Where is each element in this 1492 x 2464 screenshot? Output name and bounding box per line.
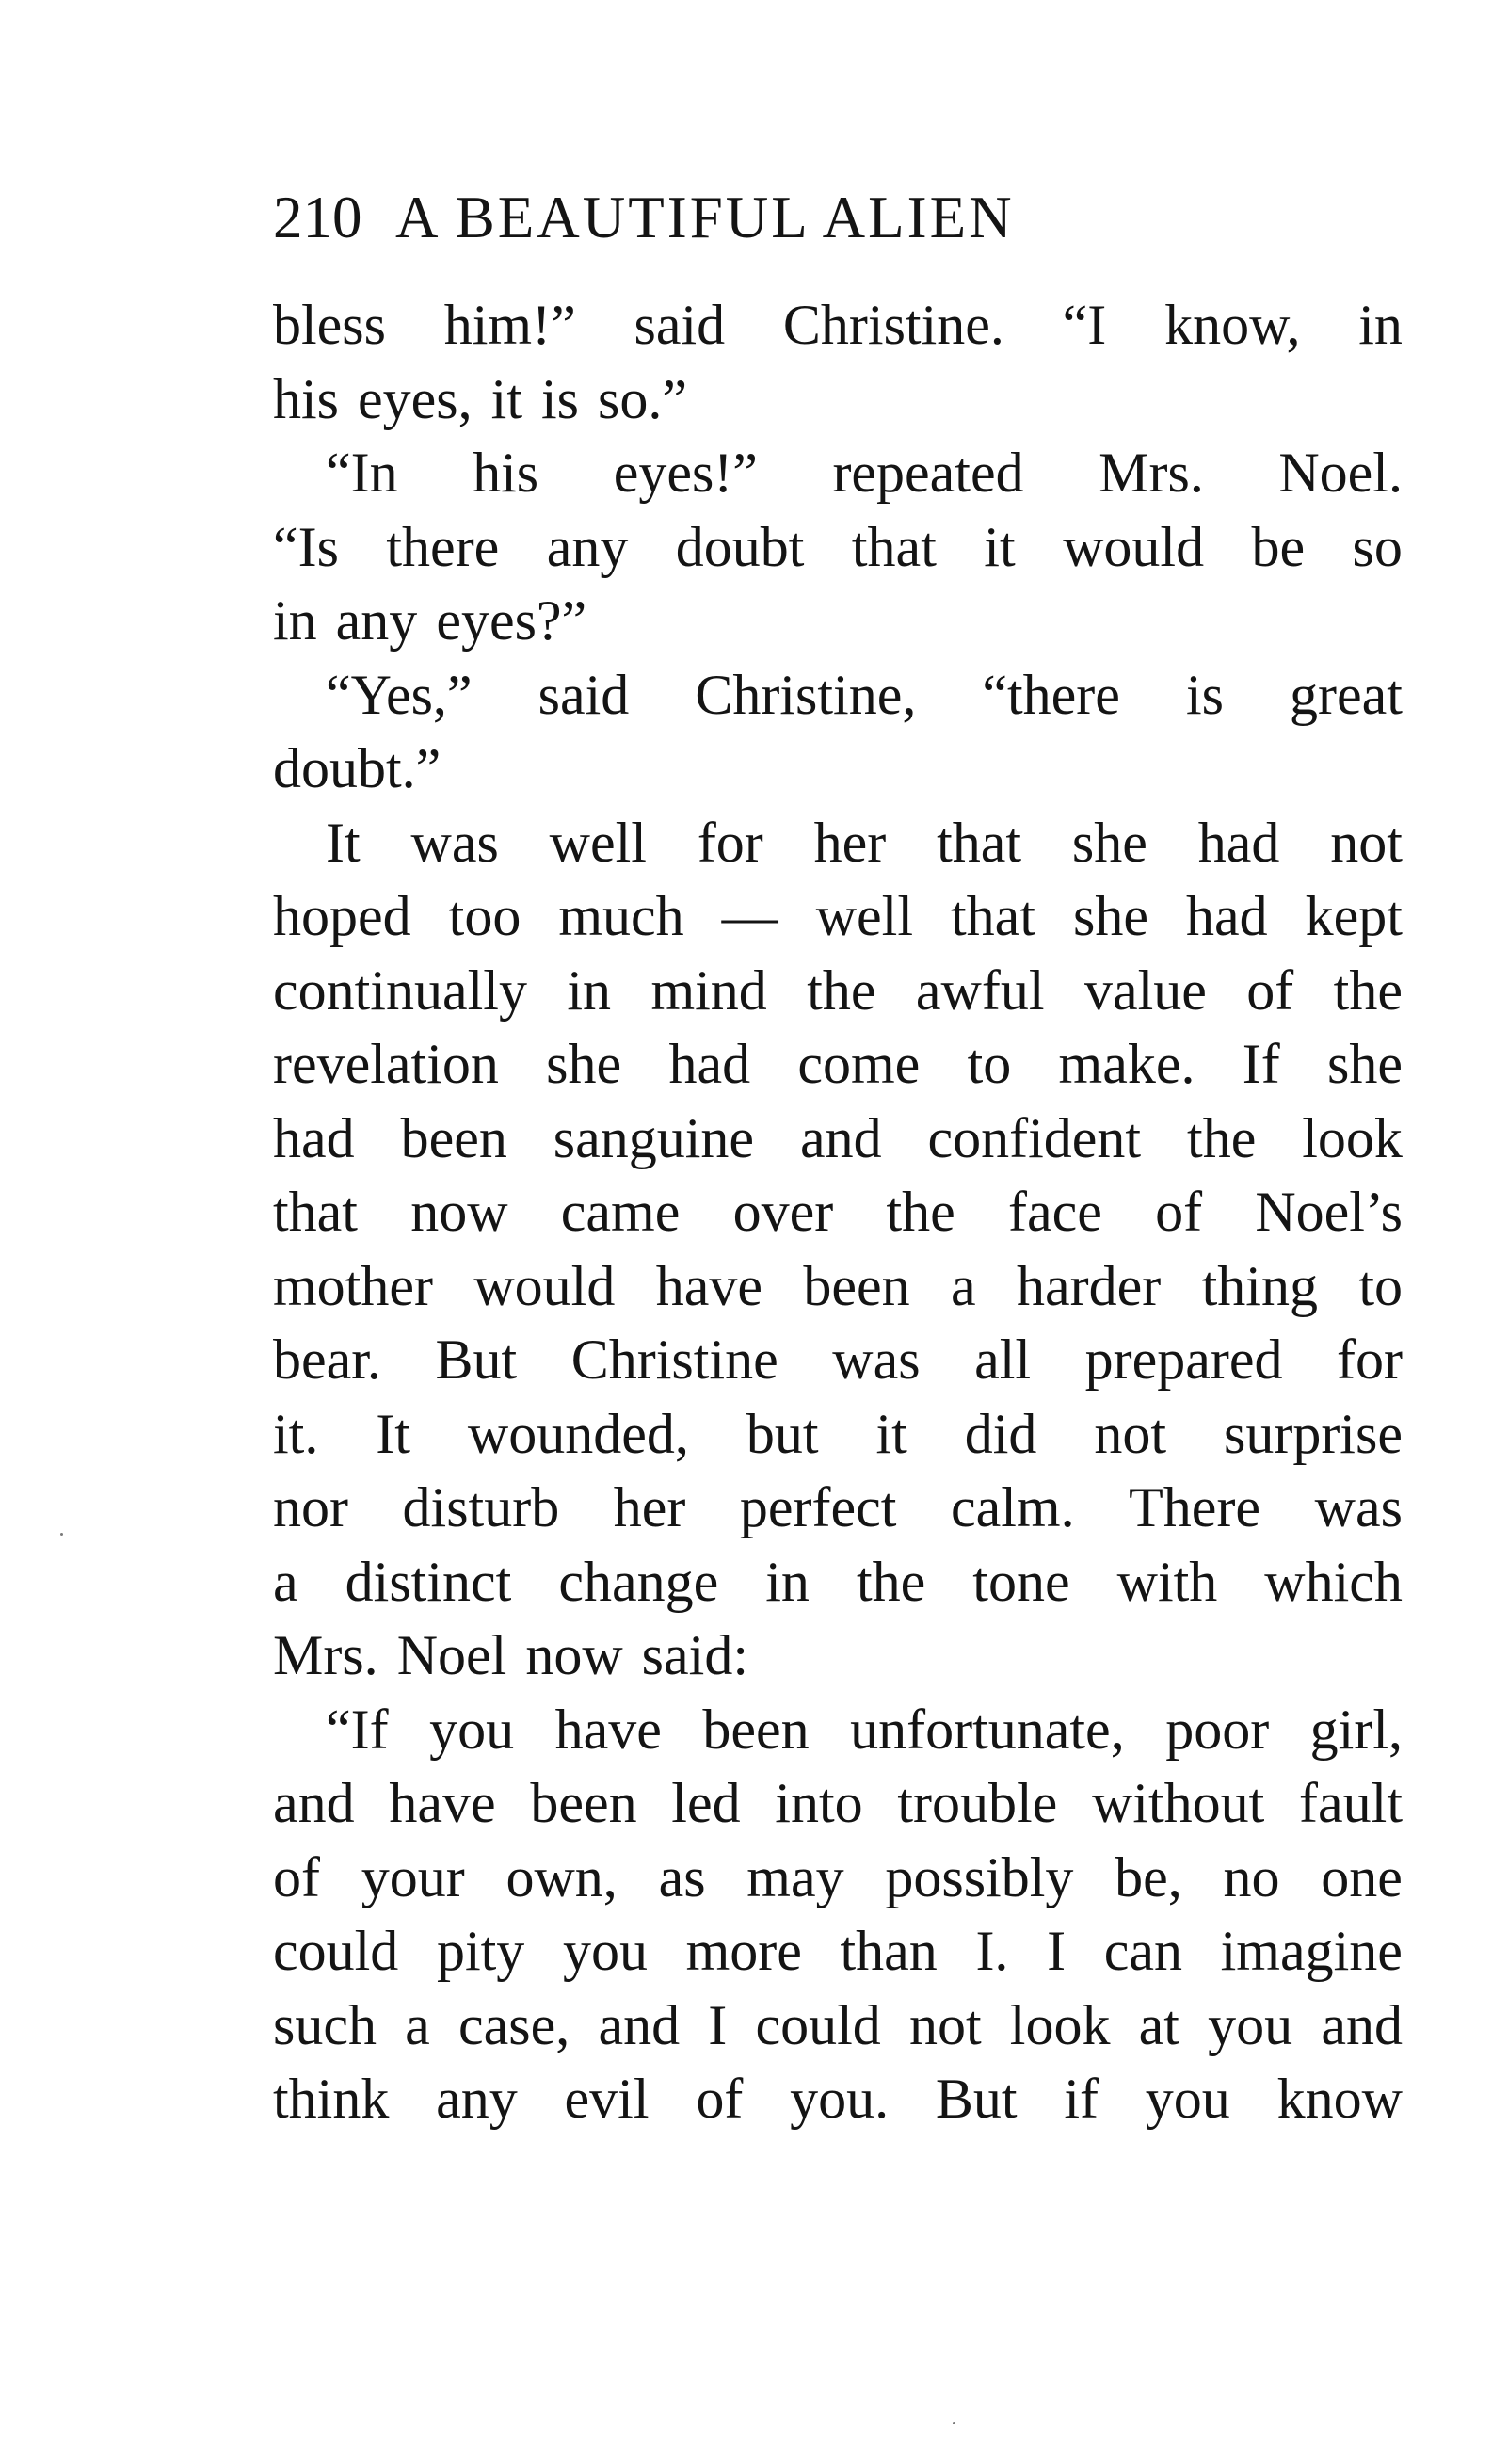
word: know,	[1164, 294, 1301, 356]
word: so.”	[598, 367, 688, 430]
paper-speck	[60, 1533, 63, 1536]
word: had	[668, 1033, 751, 1095]
word: tone	[972, 1550, 1070, 1613]
word: kept	[1305, 885, 1403, 947]
word: confident	[927, 1106, 1142, 1169]
word: of	[1155, 1181, 1203, 1243]
word: eyes,	[358, 367, 473, 430]
word: there	[386, 515, 500, 578]
word: you	[562, 1920, 648, 1982]
word: Christine.	[782, 294, 1004, 356]
word: been	[530, 1772, 637, 1834]
text-line	[273, 510, 1403, 585]
word: eyes!”	[613, 442, 758, 504]
word: Christine,	[695, 663, 917, 726]
word: eyes?”	[436, 589, 587, 652]
word: been	[702, 1698, 810, 1761]
word: the	[886, 1181, 955, 1243]
word: and	[1321, 1993, 1403, 2056]
word: look	[1009, 1993, 1111, 2056]
word: the	[856, 1550, 926, 1613]
word: that	[273, 1181, 358, 1243]
word: him!”	[443, 294, 576, 356]
word: much	[558, 885, 684, 947]
word: his	[473, 442, 539, 504]
word: would	[1063, 515, 1205, 578]
word: said	[634, 294, 726, 356]
text-line	[273, 954, 1403, 1028]
word: without	[1092, 1772, 1265, 1834]
word: “Yes,”	[326, 663, 473, 726]
word: but	[746, 1402, 819, 1465]
word: been	[803, 1254, 910, 1317]
word: thing	[1201, 1254, 1318, 1317]
word: to	[967, 1033, 1012, 1095]
word: now	[525, 1624, 623, 1686]
word: the	[1333, 958, 1403, 1022]
text-line	[273, 2062, 1403, 2136]
text-line	[273, 1545, 1403, 1619]
word: had	[273, 1106, 355, 1169]
word: could	[755, 1993, 881, 2056]
word: can	[1103, 1920, 1182, 1982]
word: doubt.”	[273, 737, 441, 799]
word: is	[1185, 663, 1224, 726]
word: Noel	[396, 1624, 507, 1686]
word: bear.	[273, 1329, 381, 1391]
word: you	[1208, 1993, 1293, 2056]
word: trouble	[897, 1772, 1058, 1834]
word: think	[273, 2068, 390, 2130]
word: a	[405, 1993, 430, 2056]
word: and	[799, 1106, 882, 1169]
word: “there	[982, 663, 1120, 726]
word: at	[1138, 1993, 1179, 2056]
word: well	[815, 885, 913, 947]
word: Noel.	[1278, 442, 1403, 504]
text-line	[273, 1027, 1403, 1102]
text-line	[273, 806, 1403, 880]
text-line	[273, 1102, 1403, 1176]
word: a	[950, 1254, 976, 1317]
word: you	[1145, 2068, 1230, 2130]
text-line	[273, 1619, 1403, 1693]
word: for	[697, 811, 763, 874]
word: which	[1264, 1550, 1403, 1613]
word: her	[813, 811, 887, 874]
word: had	[1197, 811, 1280, 874]
word: “I	[1062, 294, 1107, 356]
word: said:	[641, 1624, 748, 1686]
text-line	[273, 288, 1403, 362]
word: “In	[326, 442, 398, 504]
word: have	[389, 1772, 496, 1834]
word: any	[436, 2068, 518, 2130]
word: said	[537, 663, 630, 726]
word: into	[775, 1772, 863, 1834]
word: she	[546, 1033, 622, 1095]
word: surprise	[1224, 1402, 1403, 1465]
word: hoped	[273, 885, 411, 947]
word: she	[1073, 885, 1148, 947]
word: repeated	[832, 442, 1024, 504]
word: any	[335, 589, 418, 652]
word: know	[1276, 2068, 1403, 2130]
text-line	[273, 658, 1403, 733]
word: “If	[326, 1698, 389, 1761]
word: she	[1071, 811, 1147, 874]
text-line	[273, 1766, 1403, 1841]
word: in	[1358, 294, 1403, 356]
word: with	[1116, 1550, 1218, 1613]
word: than	[840, 1920, 938, 1982]
word: girl,	[1309, 1698, 1403, 1761]
word: continually	[273, 958, 527, 1022]
text-line	[273, 732, 1403, 806]
word: as	[658, 1845, 706, 1908]
word: and	[273, 1772, 355, 1834]
word: poor	[1165, 1698, 1270, 1761]
word: it.	[273, 1402, 319, 1465]
word: bless	[273, 294, 386, 356]
word: that	[851, 515, 937, 578]
word: her	[613, 1476, 686, 1538]
word: great	[1290, 663, 1403, 726]
word: value	[1083, 958, 1207, 1022]
word: evil	[564, 2068, 650, 2130]
word: mother	[273, 1254, 433, 1317]
word: There	[1129, 1476, 1261, 1538]
word: it	[984, 515, 1016, 578]
word: have	[554, 1698, 662, 1761]
word: look	[1302, 1106, 1403, 1169]
word: awful	[915, 958, 1045, 1022]
word: make.	[1058, 1033, 1195, 1095]
word: was	[1314, 1476, 1403, 1538]
word: came	[560, 1181, 681, 1243]
word: It	[376, 1402, 410, 1465]
word: Mrs.	[1099, 442, 1204, 504]
text-line	[273, 1175, 1403, 1249]
word: over	[732, 1181, 834, 1243]
word: no	[1223, 1845, 1280, 1908]
word: that	[937, 811, 1022, 874]
word: of	[1246, 958, 1294, 1022]
text-line	[273, 879, 1403, 954]
word: be	[1251, 515, 1306, 578]
word: had	[1186, 885, 1268, 947]
word: disturb	[402, 1476, 560, 1538]
word: calm.	[951, 1476, 1075, 1538]
word: if	[1064, 2068, 1099, 2130]
word: It	[326, 811, 361, 874]
word: possibly	[885, 1845, 1074, 1908]
word: you.	[790, 2068, 890, 2130]
word: it	[490, 367, 522, 430]
word: wounded,	[467, 1402, 689, 1465]
word: now	[410, 1181, 508, 1243]
word: could	[273, 1920, 399, 1982]
word: I	[708, 1993, 728, 2056]
word: so	[1352, 515, 1403, 578]
word: own,	[505, 1845, 618, 1908]
text-line	[273, 362, 1403, 437]
word: If	[1242, 1033, 1280, 1095]
word: I	[1047, 1920, 1067, 1982]
paper-speck	[953, 2422, 955, 2424]
word: would	[473, 1254, 616, 1317]
word: more	[685, 1920, 802, 1982]
text-line	[273, 1471, 1403, 1545]
text-line	[273, 1693, 1403, 1767]
word: one	[1321, 1845, 1403, 1908]
word: that	[951, 885, 1035, 947]
word: in	[273, 589, 317, 652]
word: the	[807, 958, 876, 1022]
text-line	[273, 1323, 1403, 1397]
word: she	[1327, 1033, 1403, 1095]
word: Christine	[570, 1329, 778, 1391]
word: doubt	[675, 515, 805, 578]
word: pity	[436, 1920, 525, 1982]
word: prepared	[1084, 1329, 1283, 1391]
word: well	[549, 811, 647, 874]
word: not	[1330, 811, 1403, 874]
text-line	[273, 584, 1403, 658]
page-number: 210	[273, 185, 362, 250]
word: in	[765, 1550, 810, 1613]
word: Noel’s	[1255, 1181, 1403, 1243]
word: in	[567, 958, 612, 1022]
word: imagine	[1220, 1920, 1403, 1982]
word: distinct	[345, 1550, 512, 1613]
running-title: A BEAUTIFUL ALIEN	[395, 185, 1015, 250]
text-line	[273, 1249, 1403, 1324]
text-line	[273, 436, 1403, 510]
word: But	[435, 1329, 518, 1391]
text-line	[273, 1914, 1403, 1989]
word: your	[361, 1845, 465, 1908]
word: come	[797, 1033, 921, 1095]
word: face	[1008, 1181, 1102, 1243]
word: But	[935, 2068, 1018, 2130]
word: of	[273, 1845, 320, 1908]
word: led	[671, 1772, 741, 1834]
word: a	[273, 1550, 298, 1613]
word: his	[273, 367, 340, 430]
word: all	[974, 1329, 1032, 1391]
word: change	[558, 1550, 719, 1613]
word: any	[546, 515, 629, 578]
word: been	[400, 1106, 507, 1169]
word: harder	[1017, 1254, 1162, 1317]
word: I.	[975, 1920, 1009, 1982]
word: such	[273, 1993, 377, 2056]
word: and	[598, 1993, 681, 2056]
word: be,	[1115, 1845, 1182, 1908]
word: sanguine	[553, 1106, 755, 1169]
word: unfortunate,	[850, 1698, 1125, 1761]
word: did	[964, 1402, 1037, 1465]
word: the	[1187, 1106, 1257, 1169]
word: Mrs.	[273, 1624, 378, 1686]
text-line	[273, 1397, 1403, 1472]
word: too	[448, 885, 521, 947]
word: nor	[273, 1476, 348, 1538]
word: mind	[650, 958, 767, 1022]
word: fault	[1299, 1772, 1403, 1834]
word: perfect	[739, 1476, 897, 1538]
word: “Is	[273, 515, 339, 578]
word: for	[1336, 1329, 1403, 1391]
word: was	[832, 1329, 921, 1391]
word: —	[721, 885, 778, 947]
word: was	[410, 811, 499, 874]
word: case,	[458, 1993, 570, 2056]
text-line	[273, 1841, 1403, 1915]
word: have	[655, 1254, 762, 1317]
running-header	[273, 175, 1403, 260]
word: not	[908, 1993, 982, 2056]
word: is	[541, 367, 580, 430]
body-text	[273, 288, 1403, 2136]
text-line	[273, 1989, 1403, 2063]
word: it	[875, 1402, 907, 1465]
word: to	[1358, 1254, 1403, 1317]
word: not	[1094, 1402, 1167, 1465]
word: you	[429, 1698, 515, 1761]
word: may	[746, 1845, 844, 1908]
word: of	[696, 2068, 744, 2130]
word: revelation	[273, 1033, 499, 1095]
